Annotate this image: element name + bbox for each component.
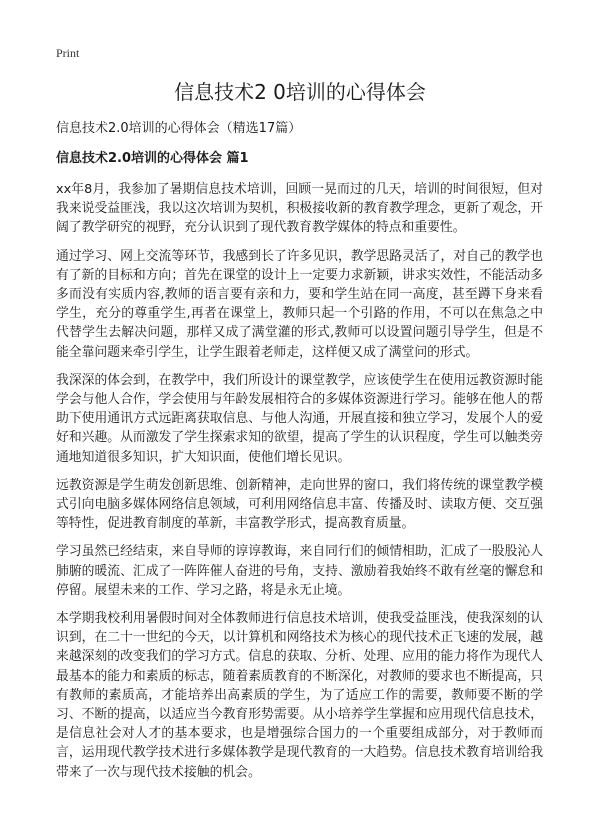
- document-subtitle: 信息技术2.0培训的心得体会（精选17篇）: [56, 121, 302, 136]
- paragraph-5: 学习虽然已经结束，来自导师的谆谆教诲，来自同行们的倾情相助，汇成了一股股沁人肺腑的暖流、汇成了一阵阵催人奋进的号角，支持、激励着我始终不敢有丝毫的懈怠和停留。展望未来的工作、学习之路，将是永无止境。: [56, 544, 543, 598]
- paragraph-3: 我深深的体会到，在教学中，我们所设计的课堂教学，应该使学生在使用远教资源时能学会与他人合作，学会使用与年龄发展相符合的多媒体资源进行学习。能够在他人的帮助下使用通讯方式远距离获取信息、与他人沟通，开展直接和独立学习，发展个人的爱好和兴趣。从而激发了学生探索求知的欲望，提高了学生的认识程度，学生可以触类旁通地知道很多知识，扩大知识面，使他们增长见识。: [56, 372, 543, 465]
- print-link[interactable]: Print: [56, 46, 80, 60]
- page-title: 信息技术2 0培训的心得体会: [174, 80, 426, 104]
- section-heading: 信息技术2.0培训的心得体会 篇1: [56, 151, 249, 166]
- paragraph-2: 通过学习、网上交流等环节，我感到长了许多见识，教学思路灵活了，对自己的教学也有了新的目标和方向；首先在课堂的设计上一定要力求新颖，讲求实效性，不能活动多多而没有实质内容,教师的语言要有亲和力，要和学生站在同一高度，甚至蹲下身来看学生，充分的尊重学生,再者在课堂上，教师只起一个引路的作用，不可以在焦急之中代替学生去解决问题，那样又成了满堂灌的形式,教师可以设置问题引导学生，但是不能全靠问题来牵引学生，让学生跟着老师走，这样便又成了满堂问的形式。: [56, 248, 543, 360]
- paragraph-4: 远教资源是学生萌发创新思维、创新精神，走向世界的窗口，我们将传统的课堂教学模式引向电脑多媒体网络信息领域，可利用网络信息丰富、传播及时、读取方便、交互强等特性，促进教育制度的革新，丰富教学形式，提高教育质量。: [56, 477, 543, 532]
- article-body: [56, 180, 543, 791]
- paragraph-1: xx年8月，我参加了暑期信息技术培训，回顾一晃而过的几天，培训的时间很短，但对我来说受益匪浅，我以这次培训为契机，积极接收新的教育教学理念，更新了观念，开阔了教学研究的视野，充分认识到了现代教育教学媒体的特点和重要性。: [56, 182, 543, 236]
- paragraph-6: 本学期我校利用暑假时间对全体教师进行信息技术培训，使我受益匪浅，使我深刻的认识到，在二十一世纪的今天，以计算机和网络技术为核心的现代技术正飞速的发展，越来越深刻的改变我们的学习方式。信息的获取、分析、处理、应用的能力将作为现代人最基本的能力和素质的标志，随着素质教育的不断深化，对教师的要求也不断提高，只有教师的素质高，才能培养出高素质的学生，为了适应工作的需要，教师要不断的学习、不断的提高，以适应当今教育形势需要。从小培养学生掌握和应用现代信息技术，是信息社会对人才的基本要求，也是增强综合国力的一个重要组成部分，对于教师而言，运用现代教学技术进行多媒体教学是现代教育的一大趋势。信息技术教育培训给我带来了一次与现代技术接触的机会。: [56, 611, 543, 780]
